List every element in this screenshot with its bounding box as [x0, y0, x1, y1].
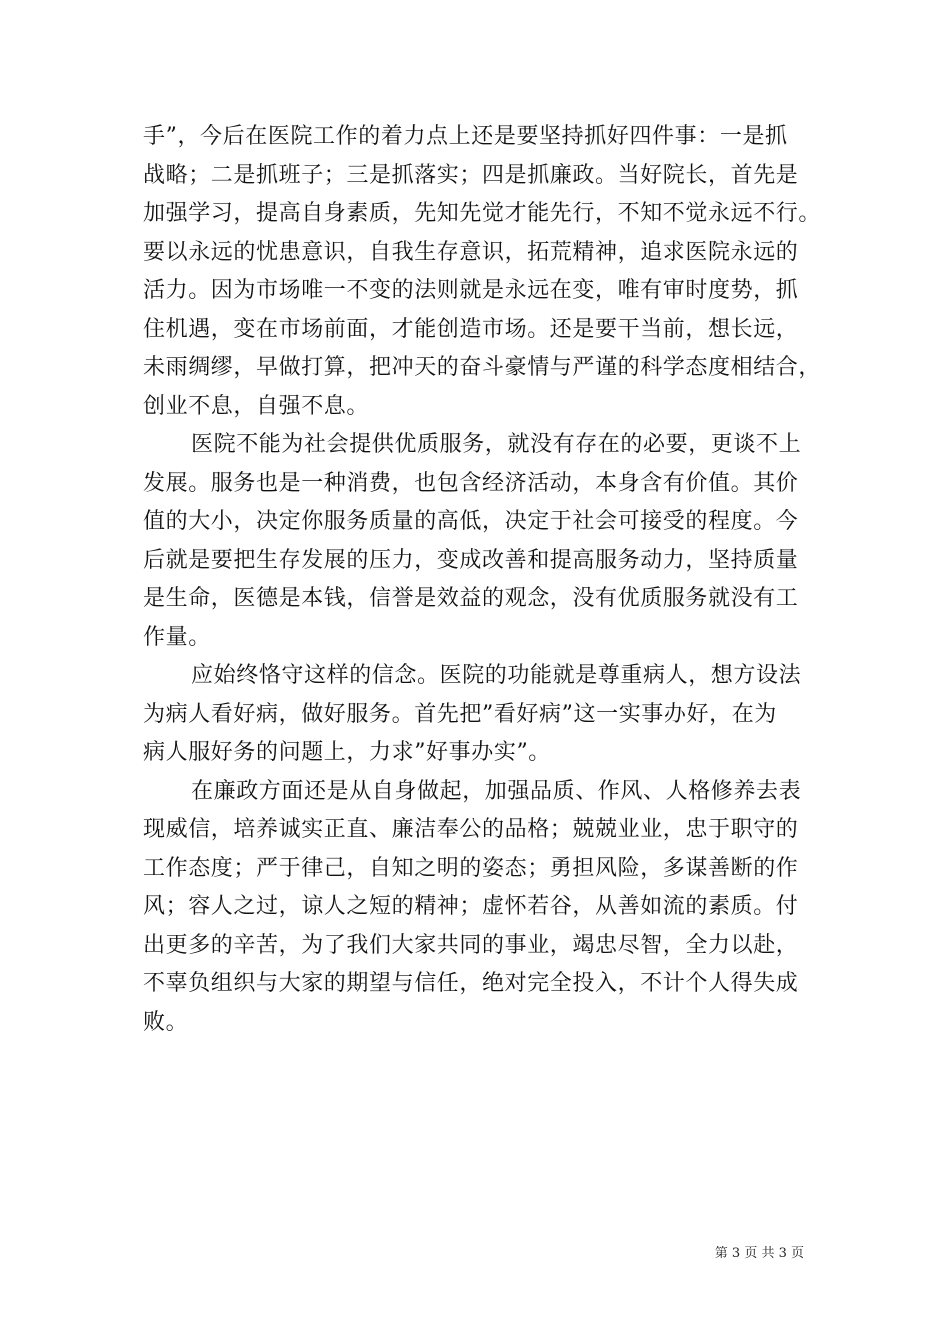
text-line: 医院不能为社会提供优质服务，就没有存在的必要，更谈不上 — [191, 432, 802, 457]
text-line: 应始终恪守这样的信念。医院的功能就是尊重病人，想方设法 — [191, 663, 802, 688]
text-line: 出更多的辛苦，为了我们大家共同的事业，竭忠尽智，全力以赴， — [143, 932, 799, 958]
text-line: 未雨绸缪，早做打算，把冲天的奋斗豪情与严谨的科学态度相结合， — [143, 355, 822, 380]
text-line: 要以永远的忧患意识，自我生存意识，拓荒精神，追求医院永远的 — [143, 239, 799, 265]
text-line: 作量。 — [143, 624, 211, 650]
text-line: 活力。因为市场唯一不变的法则就是永远在变，唯有审时度势，抓 — [143, 278, 799, 303]
text-line: 不辜负组织与大家的期望与信任，绝对完全投入，不计个人得失成 — [143, 971, 799, 996]
text-line: 病人服好务的问题上，力求”好事办实”。 — [143, 740, 551, 765]
text-line: 创业不息，自强不息。 — [143, 393, 370, 419]
text-line: 后就是要把生存发展的压力，变成改善和提高服务动力，坚持质量 — [143, 547, 799, 573]
text-line: 住机遇，变在市场前面，才能创造市场。还是要干当前，想长远， — [143, 316, 799, 342]
text-line: 败。 — [143, 1009, 189, 1035]
paragraph-3 — [143, 657, 823, 773]
text-line: 是生命，医德是本钱，信誉是效益的观念，没有优质服务就没有工 — [143, 586, 799, 611]
text-line: 加强学习，提高自身素质，先知先觉才能先行，不知不觉永远不行。 — [143, 201, 822, 226]
text-line: 在廉政方面还是从自身做起，加强品质、作风、人格修养去表 — [191, 778, 802, 804]
paragraph-2 — [143, 426, 823, 657]
text-line: 发展。服务也是一种消费，也包含经济活动，本身含有价值。其价 — [143, 470, 799, 496]
text-line: 值的大小，决定你服务质量的高低，决定于社会可接受的程度。今 — [143, 509, 799, 534]
document-body — [143, 118, 823, 1042]
text-line: 风；容人之过，谅人之短的精神；虚怀若谷，从善如流的素质。付 — [143, 894, 799, 919]
paragraph-4 — [143, 773, 823, 1043]
text-line: 现威信，培养诚实正直、廉洁奉公的品格；兢兢业业，忠于职守的 — [143, 817, 799, 842]
text-line: 手”，今后在医院工作的着力点上还是要坚持抓好四件事：一是抓 — [143, 124, 788, 149]
paragraph-1 — [143, 118, 823, 426]
page-number-footer: 第 3 页 共 3 页 — [714, 1246, 804, 1261]
text-line: 战略；二是抓班子；三是抓落实；四是抓廉政。当好院长，首先是 — [143, 162, 799, 188]
text-line: 为病人看好病，做好服务。首先把”看好病”这一实事办好，在为 — [143, 701, 777, 727]
text-line: 工作态度；严于律己，自知之明的姿态；勇担风险，多谋善断的作 — [143, 855, 799, 881]
